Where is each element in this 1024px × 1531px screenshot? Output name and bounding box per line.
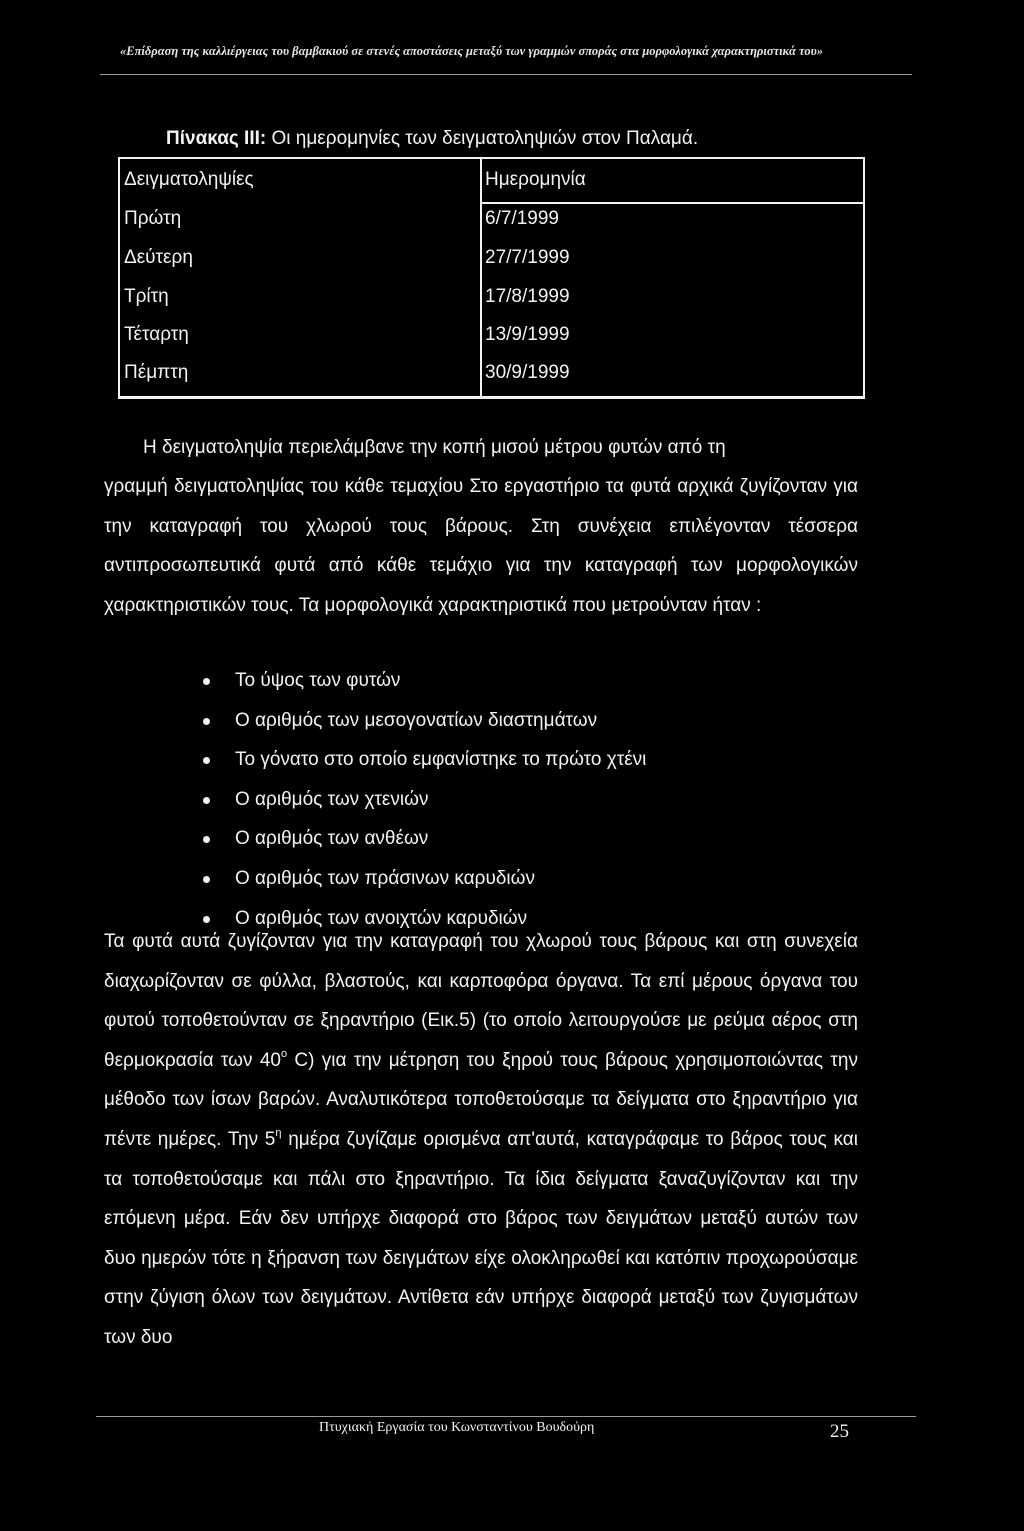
- list-item: [104, 819, 858, 859]
- list-item: [104, 780, 858, 820]
- list-item-text: Ο αριθμός των πράσινων καρυδιών: [235, 867, 535, 889]
- paragraph-intro-line: Η δειγματοληψία περιελάμβανε την κοπή μισού μέτρου φυτών από τη: [143, 437, 726, 458]
- table-header-divider: [482, 202, 863, 204]
- page-number: 25: [830, 1421, 849, 1442]
- list-item: [104, 661, 858, 701]
- list-item-text: Ο αριθμός των μεσογονατίων διαστημάτων: [235, 709, 598, 731]
- bullet-icon: [203, 678, 210, 685]
- bullet-icon: [203, 876, 210, 883]
- paragraph-drying-text-b: C) για την μέτρηση του ξηρού τους βάρους χρησιμοποιώντας την μέθοδο των ίσων βαρών. Αναλυτικότερα τοποθετούσαμε τα δείγματα στο ξηραντήριο για πέντε ημέρες. Την 5: [104, 1049, 858, 1150]
- bullet-icon: [203, 836, 210, 843]
- table-cell-date: 13/9/1999: [485, 324, 570, 345]
- header-rule: [100, 74, 912, 75]
- list-item-text: Ο αριθμός των ανοιχτών καρυδιών: [235, 907, 528, 929]
- table-cell-sample: Πρώτη: [124, 208, 182, 229]
- table-cell-date: 17/8/1999: [485, 286, 570, 307]
- bullet-icon: [203, 718, 210, 725]
- table-cell-date: 30/9/1999: [485, 362, 570, 383]
- table-header-sample: Δειγματοληψίες: [124, 169, 254, 190]
- list-item: [104, 859, 858, 899]
- list-item: [104, 701, 858, 741]
- table-cell-sample: Τρίτη: [124, 286, 169, 307]
- table-cell-date: 6/7/1999: [485, 208, 559, 229]
- table-cell-sample: Τέταρτη: [124, 324, 189, 345]
- table-column-divider: [480, 159, 482, 396]
- running-header: «Επίδραση της καλλιέργειας του βαμβακιού σε στενές αποστάσεις μεταξύ των γραμμών σποράς στα μορφολογικά χαρακτηριστικά του»: [120, 44, 824, 58]
- table-cell-date: 27/7/1999: [485, 247, 570, 268]
- list-item: [104, 740, 858, 780]
- sampling-dates-table: [118, 157, 865, 399]
- footer-rule: [96, 1416, 916, 1417]
- table-caption-text: Οι ημερομηνίες των δειγματοληψιών στον Παλαμά.: [271, 128, 699, 149]
- list-item-text: Το ύψος των φυτών: [235, 670, 401, 691]
- paragraph-sampling: [104, 467, 858, 625]
- measured-traits-list: [104, 661, 858, 938]
- list-item-text: Ο αριθμός των ανθέων: [235, 828, 429, 850]
- list-item-text: Το γόνατο στο οποίο εμφανίστηκε το πρώτο χτένι: [235, 749, 647, 771]
- bullet-icon: [203, 797, 210, 804]
- paragraph-drying-text-c: ημέρα ζυγίζαμε ορισμένα απ'αυτά, καταγράφαμε το βάρος τους και τα τοποθετούσαμε και πάλι στο ξηραντήριο. Τα ίδια δείγματα ξαναζυγίζονταν και την επόμενη μέρα. Εάν δεν υπήρχε διαφορά στο βάρος των δειγμάτων μεταξύ αυτών των δυο ημερών τότε η ξήρανση των δειγμάτων είχε ολοκληρωθεί και κατόπιν προχωρούσαμε στην ζύγιση όλων των δειγμάτων. Αντίθετα εάν υπήρχε διαφορά μεταξύ των ζυγισμάτων των δυο: [104, 1128, 858, 1348]
- degree-superscript: o: [280, 1047, 288, 1060]
- table-caption: [166, 128, 698, 150]
- table-header-date: Ημερομηνία: [485, 169, 586, 190]
- list-item-text: Ο αριθμός των χτενιών: [235, 788, 429, 810]
- footer-text: Πτυχιακή Εργασία του Κωνσταντίνου Βουδούρη: [319, 1420, 595, 1435]
- paragraph-sampling-text: γραμμή δειγματοληψίας του κάθε τεμαχίου Στο εργαστήριο τα φυτά αρχικά ζυγίζονταν για την καταγραφή του χλωρού τους βάρους. Στη συνέχεια επιλέγονταν τέσσερα αντιπροσωπευτικά φυτά από κάθε τεμάχιο για την καταγραφή των μορφολογικών χαρακτηριστικών τους. Τα μορφολογικά χαρακτηριστικά που μετρούνταν ήταν :: [104, 476, 858, 616]
- paragraph-drying-method: [104, 922, 858, 1358]
- bullet-icon: [203, 757, 210, 764]
- table-cell-sample: Πέμπτη: [124, 362, 189, 383]
- ordinal-superscript: η: [275, 1126, 282, 1139]
- table-caption-label: Πίνακας III:: [166, 128, 267, 149]
- table-cell-sample: Δεύτερη: [124, 247, 193, 268]
- paragraph-drying-text-a: Τα φυτά αυτά ζυγίζονταν για την καταγραφή του χλωρού τους βάρους και στη συνεχεία διαχωρίζονταν σε φύλλα, βλαστούς, και καρποφόρα όργανα. Τα επί μέρους όργανα του φυτού τοποθετούνταν σε ξηραντήριο (Εικ.5) (το οποίο λειτουργούσε με ρεύμα αέρος στη θερμοκρασία των 40: [104, 931, 858, 1071]
